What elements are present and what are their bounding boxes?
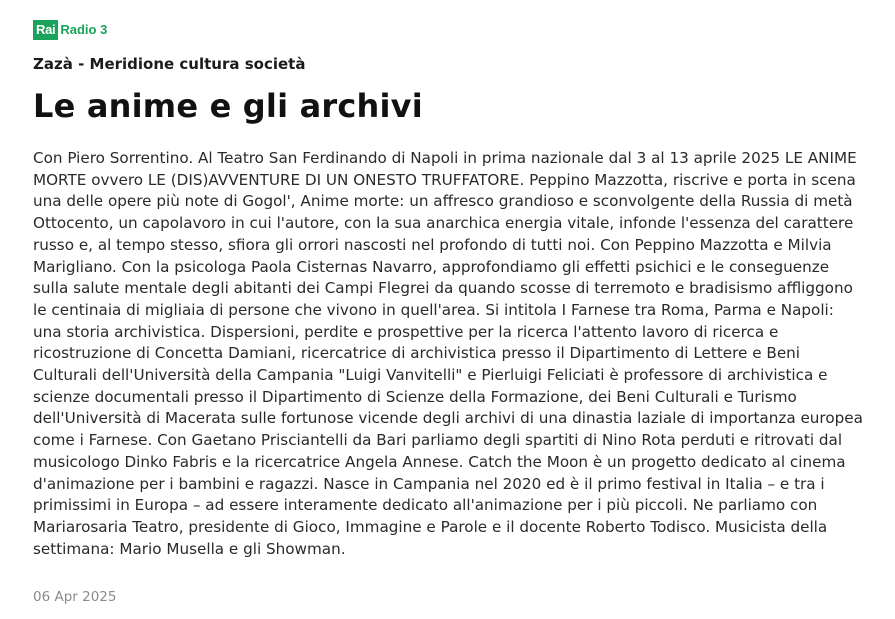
episode-date: 06 Apr 2025 [33,589,117,605]
episode-title: Le anime e gli archivi [33,87,423,125]
rai-radio3-logo[interactable] [33,20,107,40]
episode-description: Con Piero Sorrentino. Al Teatro San Ferdinando di Napoli in prima nazionale dal 3 al 13 aprile 2025 LE ANIME MORTE ovvero LE (DIS)AVVENTURE DI UN ONESTO TRUFFATORE. Peppino Mazzotta, riscrive e porta in scena una delle opere più note di Gogol', Anime morte: un affresco grandioso e sconvolgente della Russia di metà Ottocento, un capolavoro in cui l'autore, con la sua anarchica energia vitale, infonde l'essenza del carattere russo e, al tempo stesso, sfiora gli orrori nascosti nel profondo di tutti noi. Con Peppino Mazzotta e Milvia Marigliano. Con la psicologa Paola Cisternas Navarro, approfondiamo gli effetti psichici e le conseguenze sulla salute mentale degli abitanti dei Campi Flegrei da quando scosse di terremoto e bradisismo affliggono le centinaia di migliaia di persone che vivono in quell'area. Si intitola I Farnese tra Roma, Parma e Napoli: una storia archivistica. Dispersioni, perdite e prospettive per la ricerca l'attento lavoro di ricerca e ricostruzione di Concetta Damiani, ricercatrice di archivistica presso il Dipartimento di Lettere e Beni Culturali dell'Università della Campania "Luigi Vanvitelli" e Pierluigi Feliciati è professore di archivistica e scienze documentali presso il Dipartimento di Scienze della Formazione, dei Beni Culturali e Turismo dell'Università di Macerata sulle fortunose vicende degli archivi di una dinastia laziale di importanza europea come i Farnese. Con Gaetano Prisciantelli da Bari parliamo degli spartiti di Nino Rota perduti e ritrovati dal musicologo Dinko Fabris e la ricercatrice Angela Annese. Catch the Moon è un progetto dedicato al cinema d'animazione per i bambini e ragazzi. Nasce in Campania nel 2020 ed è il primo festival in Italia – e tra i primissimi in Europa – ad essere interamente dedicato all'animazione per i più piccoli. Ne parliamo con Mariarosaria Teatro, presidente di Gioco, Immagine e Parole e il docente Roberto Todisco. Musicista della settimana: Mario Musella e gli Showman. [33,149,863,558]
program-link[interactable]: Zazà - Meridione cultura società [33,55,306,73]
rai-logo-icon: Rai [33,20,58,40]
radio3-logo-text: Radio 3 [60,22,108,37]
